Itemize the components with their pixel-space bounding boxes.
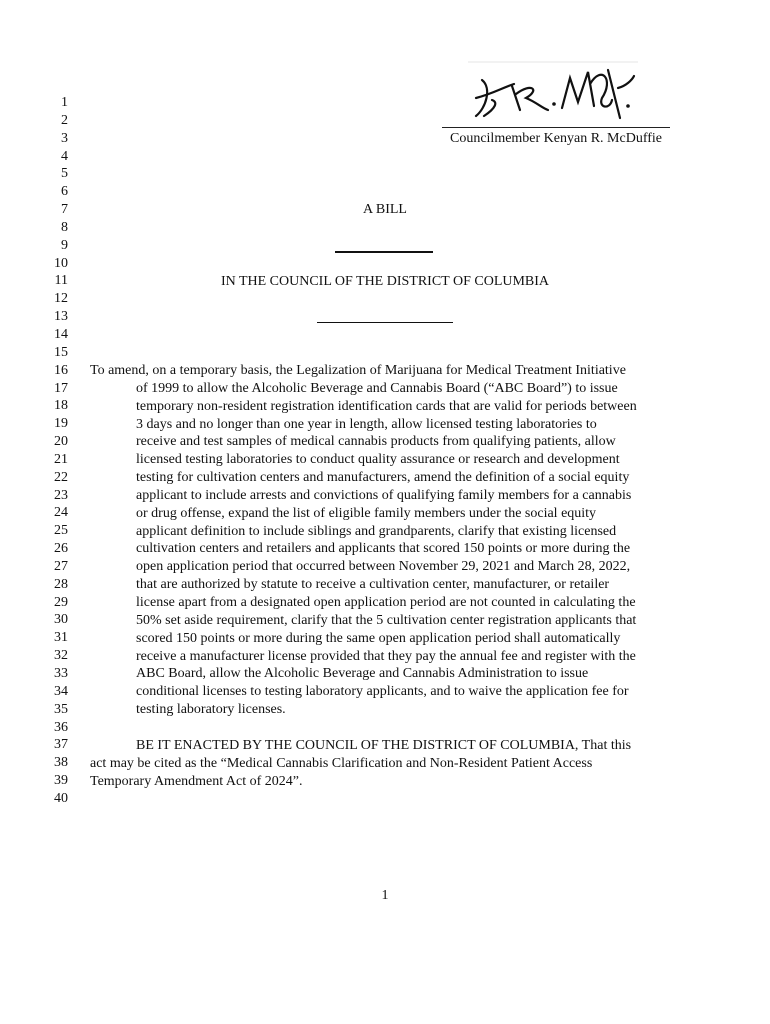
purpose-line: receive a manufacturer license provided that they pay the annual fee and register with the	[136, 648, 636, 664]
line-number: 33	[54, 666, 68, 681]
line-number: 38	[54, 755, 68, 771]
line-number: 28	[54, 576, 68, 592]
line-number: 13	[54, 309, 68, 325]
purpose-line: licensed testing laboratories to conduct quality assurance or research and development	[136, 452, 620, 468]
purpose-line: receive and test samples of medical cannabis products from qualifying patients, allow	[136, 434, 616, 450]
line-number: 3	[61, 130, 68, 146]
line-number: 17	[54, 380, 68, 396]
purpose-line: applicant to include arrests and convictions of qualifying family members for a cannabis	[136, 487, 632, 503]
council-heading: IN THE COUNCIL OF THE DISTRICT OF COLUMBIA	[220, 274, 550, 289]
purpose-body	[90, 380, 680, 719]
line-number: 31	[54, 630, 68, 646]
line-number: 16	[54, 362, 68, 378]
line-number: 19	[54, 416, 68, 432]
line-number: 9	[61, 237, 68, 253]
line-number: 18	[54, 398, 68, 414]
purpose-line: scored 150 points or more during the same open application period shall automatically	[136, 630, 621, 646]
line-number: 34	[54, 683, 68, 699]
line-number: 8	[61, 219, 68, 235]
line-number: 26	[54, 541, 68, 557]
purpose-line: or drug offense, expand the list of eligible family members under the social equity	[136, 505, 597, 521]
signature-image	[462, 58, 642, 128]
line-number: 10	[54, 255, 68, 271]
line-number: 6	[61, 184, 68, 200]
line-number: 40	[54, 790, 68, 806]
purpose-line: temporary non-resident registration identification cards that are valid for periods between	[136, 398, 637, 414]
purpose-line: 50% set aside requirement, clarify that the 5 cultivation center registration applicants that	[136, 612, 637, 628]
purpose-line: testing laboratory licenses.	[136, 702, 286, 718]
sponsor-name: Councilmember Kenyan R. McDuffie	[449, 131, 663, 146]
signature-line	[442, 127, 670, 128]
enacting-first-line: BE IT ENACTED BY THE COUNCIL OF THE DISTRICT OF COLUMBIA, That this	[136, 738, 632, 753]
line-number: 12	[54, 291, 68, 307]
line-number: 24	[54, 505, 68, 521]
purpose-line: license apart from a designated open application period are not counted in calculating the	[136, 594, 636, 610]
purpose-line: of 1999 to allow the Alcoholic Beverage and Cannabis Board (“ABC Board”) to issue	[136, 380, 618, 396]
purpose-line: applicant definition to include siblings and grandparents, clarify that existing licensed	[136, 523, 617, 539]
line-number: 21	[54, 451, 68, 467]
line-number: 1	[61, 95, 68, 110]
heading-rule	[335, 251, 433, 253]
purpose-line: open application period that occurred between November 29, 2021 and March 28, 2022,	[136, 559, 631, 575]
purpose-line: conditional licenses to testing laboratory applicants, and to waive the application fee for	[136, 684, 629, 700]
council-rule	[317, 322, 453, 323]
line-number: 36	[54, 719, 68, 735]
purpose-line: 3 days and no longer than one year in length, allow licensed testing laboratories to	[136, 416, 597, 432]
enacting-line: act may be cited as the “Medical Cannabis Clarification and Non-Resident Patient Access	[90, 755, 593, 771]
line-number: 22	[54, 469, 68, 485]
line-number: 35	[54, 701, 68, 717]
line-number: 20	[54, 434, 68, 450]
line-number: 25	[54, 523, 68, 539]
bill-heading: A BILL	[363, 202, 407, 217]
line-number: 2	[61, 112, 68, 128]
line-number: 14	[54, 326, 68, 342]
purpose-line: that are authorized by statute to receive a cultivation center, manufacturer, or retailer	[136, 577, 610, 593]
purpose-line: ABC Board, allow the Alcoholic Beverage and Cannabis Administration to issue	[136, 666, 589, 682]
line-number: 39	[54, 773, 68, 789]
purpose-line: testing for cultivation centers and manufacturers, amend the definition of a social equity	[136, 470, 630, 486]
purpose-first-line: To amend, on a temporary basis, the Legalization of Marijuana for Medical Treatment Initiative	[90, 363, 626, 378]
enacting-clause	[90, 737, 680, 791]
page-number: 1	[381, 888, 389, 903]
line-number-column	[28, 94, 68, 808]
line-number: 11	[54, 273, 68, 289]
line-number: 29	[54, 594, 68, 610]
line-number: 27	[54, 558, 68, 574]
line-number: 30	[54, 612, 68, 628]
line-number: 7	[61, 202, 68, 218]
purpose-paragraph	[90, 362, 680, 719]
purpose-line: cultivation centers and retailers and applicants that scored 150 points or more during the	[136, 541, 631, 557]
line-number: 23	[54, 487, 68, 503]
line-number: 15	[54, 344, 68, 360]
line-number: 32	[54, 648, 68, 664]
line-number: 37	[54, 737, 68, 753]
line-number: 5	[61, 166, 68, 182]
enacting-line: Temporary Amendment Act of 2024”.	[90, 773, 303, 789]
line-number: 4	[61, 148, 68, 164]
